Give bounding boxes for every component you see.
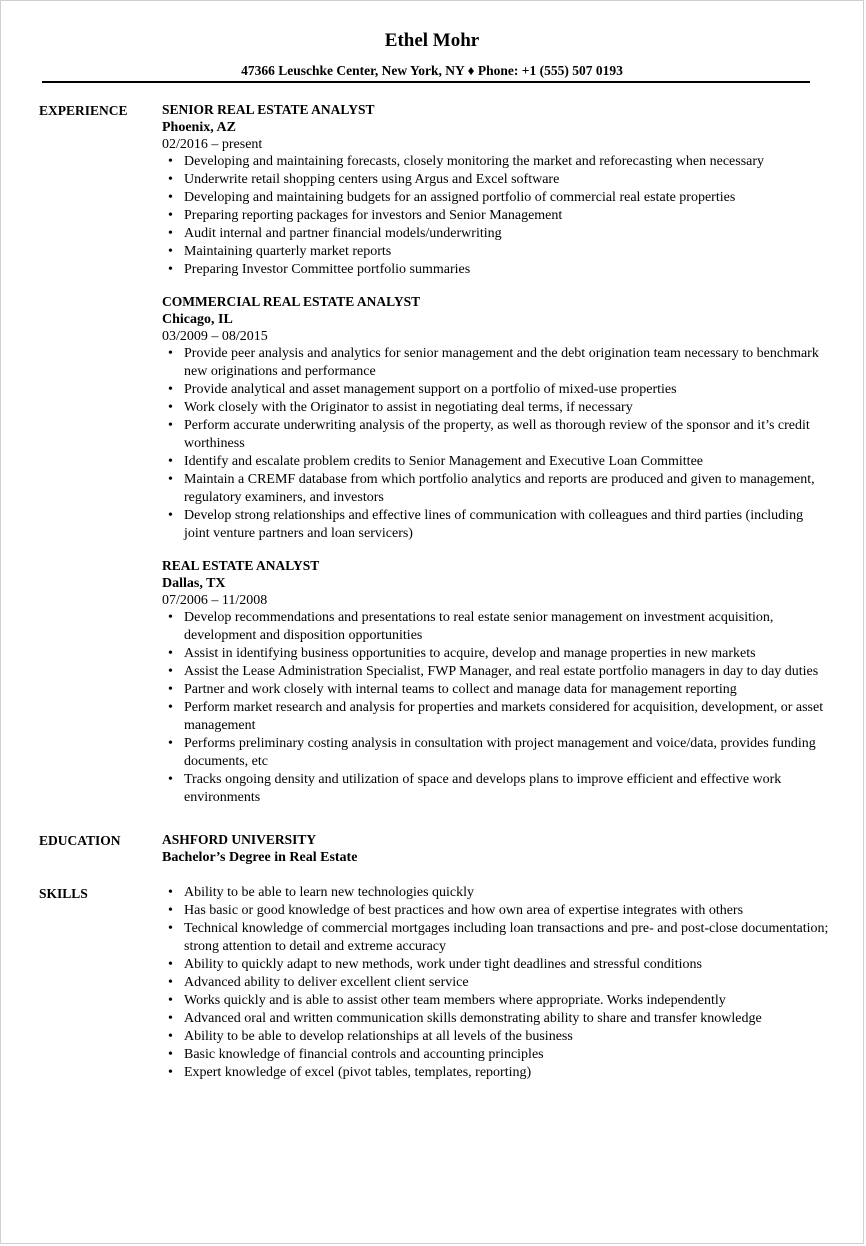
skills-section (39, 884, 829, 1082)
job-entry (162, 101, 829, 279)
bullet-item: • Perform market research and analysis for properties and markets considered for acquisition, development, or asset management (162, 699, 829, 735)
bullet-item: • Maintain a CREMF database from which portfolio analytics and reports are produced and given to management, regulatory examiners, and investors (162, 471, 829, 507)
job-entry (162, 557, 829, 807)
candidate-name: Ethel Mohr (384, 30, 480, 51)
bullet-item: • Developing and maintaining budgets for an assigned portfolio of commercial real estate properties (162, 189, 829, 207)
job-dates: 02/2016 – present (162, 137, 263, 152)
bullet-item: • Partner and work closely with internal teams to collect and manage data for management reporting (162, 681, 829, 699)
bullet-item: • Provide analytical and asset management support on a portfolio of mixed-use properties (162, 381, 829, 399)
education-heading: EDUCATION (39, 833, 121, 848)
bullet-item: • Preparing Investor Committee portfolio summaries (162, 261, 829, 279)
skill-item: • Ability to be able to develop relationships at all levels of the business (162, 1028, 829, 1046)
skill-item: • Advanced ability to deliver excellent client service (162, 974, 829, 992)
bullet-item: • Perform accurate underwriting analysis of the property, as well as thorough review of the sponsor and it’s credit worthiness (162, 417, 829, 453)
bullet-item: • Audit internal and partner financial models/underwriting (162, 225, 829, 243)
job-title: COMMERCIAL REAL ESTATE ANALYST (162, 294, 421, 309)
bullet-item: • Underwrite retail shopping centers using Argus and Excel software (162, 171, 829, 189)
bullet-item: • Identify and escalate problem credits to Senior Management and Executive Loan Committee (162, 453, 829, 471)
job-title: SENIOR REAL ESTATE ANALYST (162, 102, 375, 117)
skill-item: • Technical knowledge of commercial mortgages including loan transactions and pre- and post-close documentation; strong attention to detail and extreme accuracy (162, 920, 829, 956)
bullet-item: • Develop strong relationships and effective lines of communication with colleagues and third parties (including joint venture partners and loan servicers) (162, 507, 829, 543)
education-body (162, 831, 829, 866)
job-bullets (162, 345, 829, 543)
experience-list (162, 101, 829, 807)
skills-heading: SKILLS (39, 886, 88, 901)
bullet-item: • Assist in identifying business opportunities to acquire, develop and manage properties in new markets (162, 645, 829, 663)
bullet-item: • Developing and maintaining forecasts, closely monitoring the market and reforecasting when necessary (162, 153, 829, 171)
job-dates: 03/2009 – 08/2015 (162, 329, 268, 344)
education-section (39, 831, 829, 866)
bullet-item: • Maintaining quarterly market reports (162, 243, 829, 261)
bullet-item: • Work closely with the Originator to assist in negotiating deal terms, if necessary (162, 399, 829, 417)
job-dates: 07/2006 – 11/2008 (162, 593, 268, 608)
job-bullets (162, 153, 829, 279)
degree: Bachelor’s Degree in Real Estate (162, 850, 358, 865)
resume-content (39, 101, 829, 1082)
job-location: Chicago, IL (162, 312, 233, 327)
bullet-item: • Tracks ongoing density and utilization of space and develops plans to improve efficient and effective work environments (162, 771, 829, 807)
skills-list (162, 884, 829, 1082)
skill-item: • Expert knowledge of excel (pivot tables, templates, reporting) (162, 1064, 829, 1082)
experience-heading: EXPERIENCE (39, 103, 128, 118)
school-name: ASHFORD UNIVERSITY (162, 832, 317, 847)
skills-body (162, 884, 829, 1082)
skill-item: • Basic knowledge of financial controls and accounting principles (162, 1046, 829, 1064)
bullet-item: • Develop recommendations and presentations to real estate senior management on investment acquisition, development and disposition opportunities (162, 609, 829, 645)
job-title: REAL ESTATE ANALYST (162, 558, 320, 573)
skill-item: • Ability to be able to learn new technologies quickly (162, 884, 829, 902)
job-bullets (162, 609, 829, 807)
skill-item: • Advanced oral and written communication skills demonstrating ability to share and transfer knowledge (162, 1010, 829, 1028)
experience-section (39, 101, 829, 807)
contact-line: 47366 Leuschke Center, New York, NY ♦ Phone: +1 (555) 507 0193 (241, 63, 623, 78)
job-location: Phoenix, AZ (162, 120, 236, 135)
header-divider (42, 81, 810, 83)
skill-item: • Has basic or good knowledge of best practices and how own area of expertise integrates with others (162, 902, 829, 920)
bullet-item: • Performs preliminary costing analysis in consultation with project management and voice/data, provides funding documents, etc (162, 735, 829, 771)
bullet-item: • Provide peer analysis and analytics for senior management and the debt origination team necessary to benchmark new originations and performance (162, 345, 829, 381)
job-location: Dallas, TX (162, 576, 226, 591)
skill-item: • Ability to quickly adapt to new methods, work under tight deadlines and stressful conditions (162, 956, 829, 974)
skill-item: • Works quickly and is able to assist other team members where appropriate. Works independently (162, 992, 829, 1010)
job-entry (162, 293, 829, 543)
bullet-item: • Assist the Lease Administration Specialist, FWP Manager, and real estate portfolio managers in day to day duties (162, 663, 829, 681)
bullet-item: • Preparing reporting packages for investors and Senior Management (162, 207, 829, 225)
